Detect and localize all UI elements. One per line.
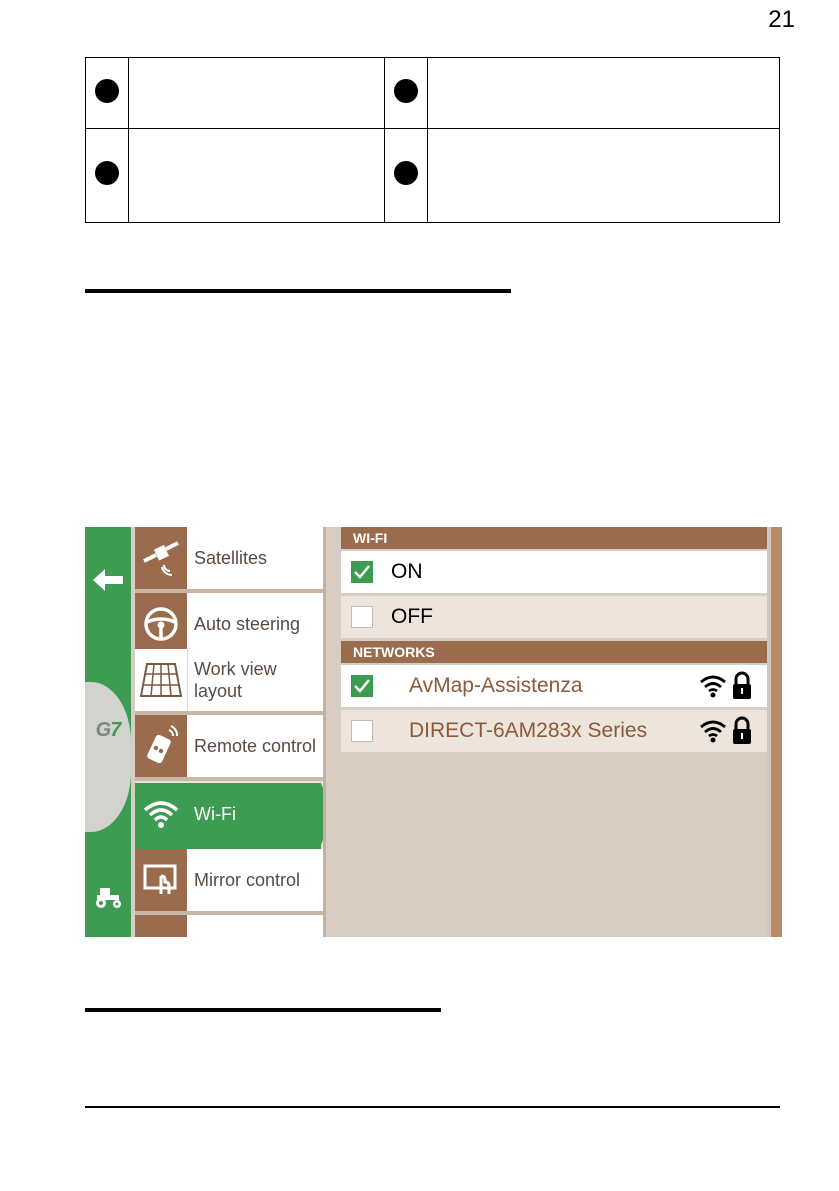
legend-row <box>86 129 780 223</box>
network-row[interactable] <box>341 710 767 752</box>
menu-item-partial[interactable] <box>135 915 323 937</box>
legend-text-cell <box>129 129 385 223</box>
wifi-signal-icon <box>699 674 727 698</box>
networks-section-header: NETWORKS <box>341 641 767 663</box>
tractor-icon[interactable] <box>85 885 131 914</box>
legend-text-cell <box>428 129 780 223</box>
menu-item-label: Satellites <box>194 548 268 568</box>
menu-item-label: Remote control <box>194 736 317 756</box>
device-screenshot <box>85 527 782 937</box>
work-view-grid-icon <box>135 649 188 711</box>
lock-icon <box>731 716 753 746</box>
network-status-icons <box>699 716 753 746</box>
network-row[interactable] <box>341 665 767 707</box>
menu-item-satellites[interactable] <box>135 527 323 593</box>
legend-marker <box>394 161 418 185</box>
checkbox-unchecked[interactable] <box>351 606 373 628</box>
g7-logo: G7 <box>95 719 121 741</box>
legend-marker-cell <box>385 58 428 129</box>
wifi-off-option[interactable] <box>341 596 767 638</box>
wifi-on-option[interactable] <box>341 551 767 593</box>
section-rule <box>85 1008 441 1012</box>
menu-item-work-view-layout[interactable] <box>135 649 323 715</box>
menu-item-label: Work view layout <box>194 659 277 701</box>
wifi-icon <box>135 783 187 845</box>
legend-table <box>85 57 780 223</box>
settings-menu <box>135 527 323 937</box>
remote-control-icon <box>135 715 187 777</box>
checkbox-unchecked[interactable] <box>351 720 373 742</box>
scrollbar-track[interactable] <box>767 527 782 937</box>
mirror-touch-icon <box>135 849 187 911</box>
satellite-icon <box>135 527 187 589</box>
wifi-section-header: WI-FI <box>341 527 767 549</box>
legend-text-cell <box>129 58 385 129</box>
steering-wheel-icon <box>135 593 187 655</box>
legend-marker <box>394 79 418 103</box>
menu-item-wifi[interactable] <box>135 783 321 849</box>
legend-marker <box>95 79 119 103</box>
network-status-icons <box>699 671 753 701</box>
legend-marker <box>95 161 119 185</box>
panel-divider <box>323 527 342 937</box>
footer-rule <box>85 1106 780 1108</box>
wifi-settings-panel <box>341 527 767 937</box>
legend-text-cell <box>428 58 780 129</box>
option-label: ON <box>391 560 423 583</box>
legend-row <box>86 58 780 129</box>
network-name: DIRECT-6AM283x Series <box>409 719 648 742</box>
legend-marker-cell <box>86 58 129 129</box>
partial-icon <box>135 915 187 937</box>
section-rule <box>85 289 511 293</box>
legend-marker-cell <box>385 129 428 223</box>
legend-marker-cell <box>86 129 129 223</box>
menu-item-label: Wi-Fi <box>194 804 236 824</box>
menu-item-mirror-control[interactable] <box>135 849 323 915</box>
network-name: AvMap-Assistenza <box>409 674 583 697</box>
menu-item-remote-control[interactable] <box>135 715 323 781</box>
option-label: OFF <box>391 605 433 628</box>
menu-item-label: Auto steering <box>194 614 301 634</box>
menu-item-label: Mirror control <box>194 870 301 890</box>
left-nav-bar <box>85 527 131 937</box>
checkbox-checked[interactable] <box>351 561 373 583</box>
wifi-signal-icon <box>699 719 727 743</box>
lock-icon <box>731 671 753 701</box>
checkbox-checked[interactable] <box>351 675 373 697</box>
page-number: 21 <box>768 6 795 33</box>
logo-panel <box>85 682 131 832</box>
back-arrow-icon[interactable] <box>85 567 131 598</box>
